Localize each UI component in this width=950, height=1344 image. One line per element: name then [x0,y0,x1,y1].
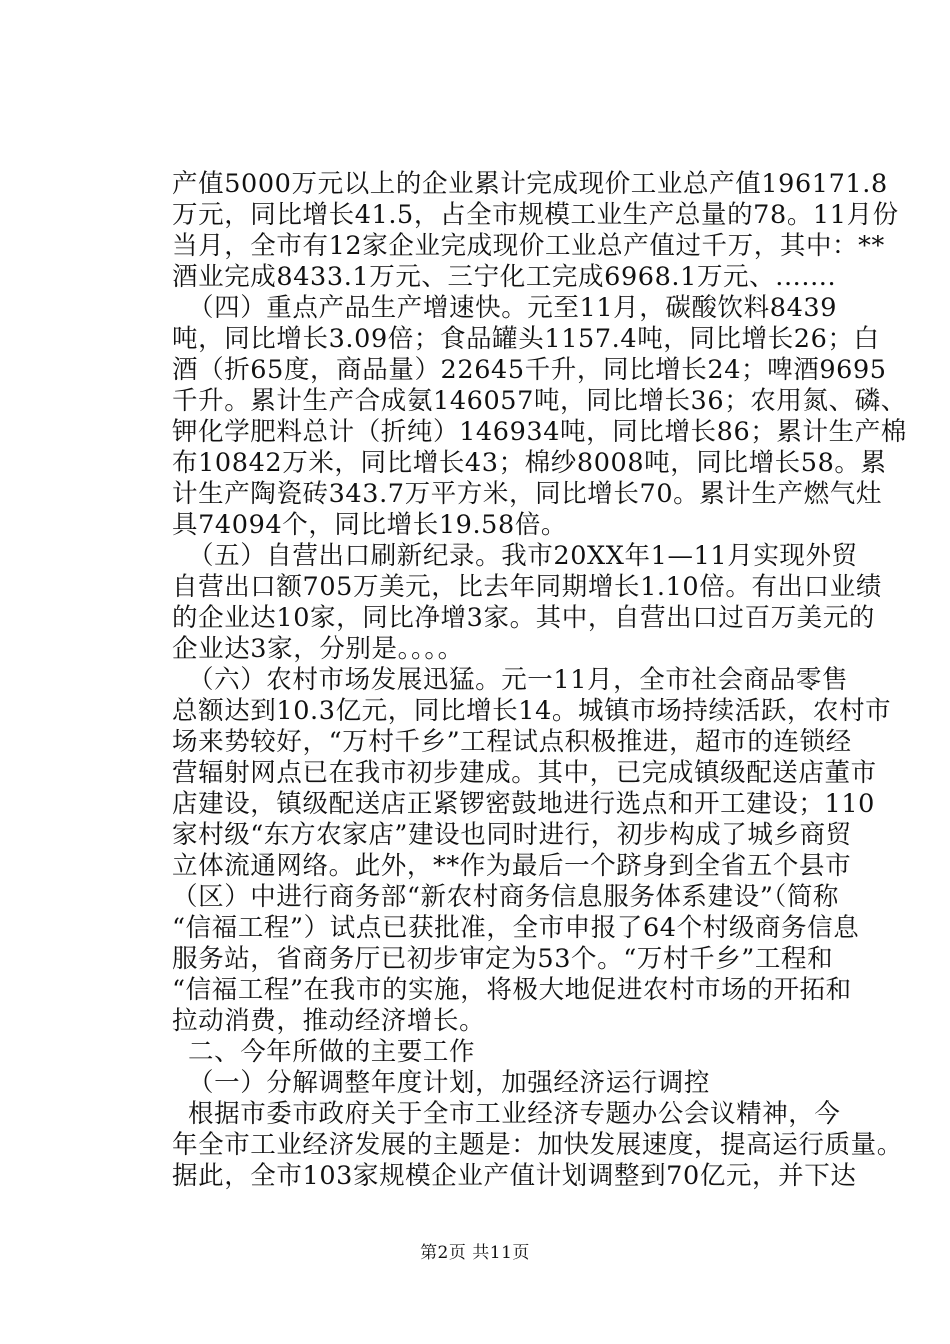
text-line: 服务站，省商务厅已初步审定为53个。“万村千乡”工程和 [172,944,834,974]
text-line: “信福工程”）试点已获批准，全市申报了64个村级商务信息 [172,913,860,943]
text-line: 计生产陶瓷砖343.7万平方米，同比增长70。累计生产燃气灶 [172,479,882,509]
text-line: 酒（折65度，商品量）22645千升，同比增长24；啤酒9695 [172,355,887,385]
paragraph-heading-line: （四）重点产品生产增速快。元至11月，碳酸饮料8439 [188,293,838,323]
text-line: 钾化学肥料总计（折纯）146934吨，同比增长86；累计生产棉 [172,417,907,447]
text-line: （区）中进行商务部“新农村商务信息服务体系建设”（简称 [172,882,840,912]
text-line: 产值5000万元以上的企业累计完成现价工业总产值196171.8 [172,169,888,199]
text-line: 营辐射网点已在我市初步建成。其中，已完成镇级配送店董市 [172,758,877,788]
text-line: 拉动消费，推动经济增长。 [172,1006,486,1036]
paragraph-heading-line: （六）农村市场发展迅猛。元一11月，全市社会商品零售 [188,665,849,695]
subsection-heading: （一）分解调整年度计划，加强经济运行调控 [188,1068,711,1098]
section-heading: 二、今年所做的主要工作 [188,1037,476,1067]
text-line: 吨，同比增长3.09倍；食品罐头1157.4吨，同比增长26；白 [172,324,880,354]
text-line: 酒业完成8433.1万元、三宁化工完成6968.1万元、....... [172,262,837,292]
text-line: 根据市委市政府关于全市工业经济专题办公会议精神，今 [188,1099,841,1129]
text-line: 总额达到10.3亿元，同比增长14。城镇市场持续活跃，农村市 [172,696,892,726]
text-line: 当月，全市有12家企业完成现价工业总产值过千万，其中：** [172,231,885,261]
page-number-footer: 第2页 共11页 [420,1243,530,1263]
text-line: 具74094个，同比增长19.58倍。 [172,510,568,540]
text-line: 家村级“东方农家店”建设也同时进行，初步构成了城乡商贸 [172,820,852,850]
text-line: 千升。累计生产合成氨146057吨，同比增长36；农用氮、磷、 [172,386,907,416]
text-line: 企业达3家，分别是。。。。 [172,634,464,664]
text-line: 万元，同比增长41.5，占全市规模工业生产总量的78。11月份 [172,200,899,230]
text-line: 店建设，镇级配送店正紧锣密鼓地进行选点和开工建设；110 [172,789,875,819]
text-line: 据此，全市103家规模企业产值计划调整到70亿元，并下达 [172,1161,857,1191]
text-line: 年全市工业经济发展的主题是：加快发展速度，提高运行质量。 [172,1130,903,1160]
text-line: 布10842万米，同比增长43；棉纱8008吨，同比增长58。累 [172,448,887,478]
document-body [172,169,907,1192]
text-line: 的企业达10家，同比净增3家。其中，自营出口过百万美元的 [172,603,875,633]
text-line: 立体流通网络。此外，**作为最后一个跻身到全省五个县市 [172,851,852,881]
text-line: 自营出口额705万美元，比去年同期增长1.10倍。有出口业绩 [172,572,882,602]
text-line: 场来势较好，“万村千乡”工程试点积极推进，超市的连锁经 [172,727,852,757]
text-line: “信福工程”在我市的实施，将极大地促进农村市场的开拓和 [172,975,852,1005]
paragraph-heading-line: （五）自营出口刷新纪录。我市20XX年1—11月实现外贸 [188,541,858,571]
